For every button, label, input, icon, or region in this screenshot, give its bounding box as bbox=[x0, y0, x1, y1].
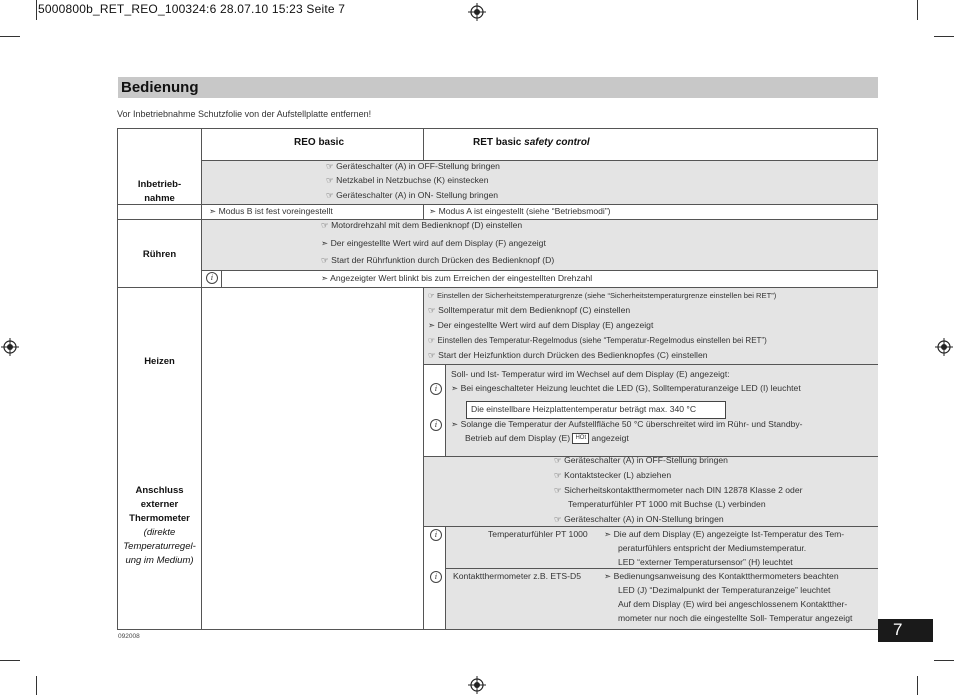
registration-mark-icon bbox=[935, 338, 953, 356]
heizen-step-1: ☞ Einstellen der Sicherheitstemperaturgrenze (siehe “Sicherheitstemperaturgrenze einstellen bei RET”) bbox=[428, 291, 777, 300]
ruehren-info: ➣ Angezeigter Wert blinkt bis zum Erreichen der eingestellten Drehzahl bbox=[321, 273, 593, 283]
heizen-info-led: ➣ Bei eingeschalteter Heizung leuchtet die LED (G), Solltemperaturanzeige LED (I) leuchtet bbox=[451, 383, 801, 393]
grid-line bbox=[118, 204, 878, 205]
info-icon: i bbox=[430, 529, 442, 541]
grid-line bbox=[445, 526, 446, 629]
row-label-anschluss: Anschluss externer Thermometer (direkte Temperaturregel- ung im Medium) bbox=[123, 485, 196, 566]
anschluss-step-1: ☞ Geräteschalter (A) in OFF-Stellung bringen bbox=[554, 455, 728, 465]
heizen-info-hot-2: Betrieb auf dem Display (E) HOt angezeigt bbox=[465, 433, 629, 443]
pt1000-line-2: peraturfühlers entspricht der Mediumstemperatur. bbox=[618, 543, 807, 553]
inbetrieb-step-1: ☞ Geräteschalter (A) in OFF-Stellung bringen bbox=[326, 161, 500, 171]
heizen-step-5: ☞ Start der Heizfunktion durch Drücken des Bedienknopfes (C) einstellen bbox=[428, 350, 708, 360]
ruehren-step-3: ☞ Start der Rührfunktion durch Drücken des Bedienknopf (D) bbox=[321, 255, 555, 265]
document-code: 092008 bbox=[118, 633, 140, 640]
crop-mark bbox=[0, 660, 20, 661]
section-title-bar bbox=[118, 77, 878, 98]
registration-mark-icon bbox=[1, 338, 19, 356]
kt-line-2: LED (J) “Dezimalpunkt der Temperaturanzeige” leuchtet bbox=[618, 585, 831, 595]
intro-note: Vor Inbetriebnahme Schutzfolie von der Aufstellplatte entfernen! bbox=[117, 109, 372, 119]
grid-line bbox=[423, 129, 424, 160]
row-label-ruehren: Rühren bbox=[142, 249, 177, 260]
heizen-step-2: ☞ Solltemperatur mit dem Bedienknopf (C) einstellen bbox=[428, 305, 631, 315]
inbetrieb-step-2: ☞ Netzkabel in Netzbuchse (K) einstecken bbox=[326, 175, 489, 185]
ret-mode-note: ➣ Modus A ist eingestellt (siehe “Betriebsmodi”) bbox=[429, 206, 611, 216]
anschluss-step-3: ☞ Sicherheitskontaktthermometer nach DIN 12878 Klasse 2 oder bbox=[554, 485, 803, 495]
info-icon: i bbox=[430, 419, 442, 431]
ruehren-step-1: ☞ Motordrehzahl mit dem Bedienknopf (D) einstellen bbox=[321, 220, 523, 230]
crop-mark bbox=[917, 0, 918, 20]
column-header-reo: REO basic bbox=[294, 137, 345, 148]
row-label-heizen: Heizen bbox=[144, 356, 175, 367]
grid-line bbox=[221, 270, 222, 287]
kt-line-4: mometer nur noch die eingestellte Soll- Temperatur angezeigt bbox=[618, 613, 853, 623]
reo-mode-note: ➣ Modus B ist fest voreingestellt bbox=[209, 206, 333, 216]
kt-line-3: Auf dem Display (E) wird bei angeschlossenem Kontaktther- bbox=[618, 599, 848, 609]
ruehren-step-2: ➣ Der eingestellte Wert wird auf dem Display (F) angezeigt bbox=[321, 238, 546, 248]
info-icon: i bbox=[430, 383, 442, 395]
registration-mark-icon bbox=[468, 3, 486, 21]
anschluss-step-2: ☞ Kontaktstecker (L) abziehen bbox=[554, 470, 672, 480]
grid-line bbox=[201, 270, 878, 271]
grid-line bbox=[445, 568, 878, 569]
page-number-tab bbox=[878, 619, 933, 642]
pt1000-label: Temperaturfühler PT 1000 bbox=[488, 529, 588, 539]
heizen-info-intro: Soll- und Ist- Temperatur wird im Wechsel auf dem Display (E) angezeigt: bbox=[451, 369, 730, 379]
info-icon: i bbox=[206, 272, 218, 284]
row-label-inbetrieb: Inbetrieb- nahme bbox=[137, 179, 182, 204]
operation-table bbox=[117, 128, 878, 630]
hot-display-symbol: HOt bbox=[572, 433, 589, 444]
page-number: 7 bbox=[893, 620, 903, 639]
file-header: 5000800b_RET_REO_100324:6 28.07.10 15:23 Seite 7 bbox=[38, 2, 346, 16]
grid-line bbox=[201, 160, 878, 161]
anschluss-step-3-cont: Temperaturfühler PT 1000 mit Buchse (L) verbinden bbox=[568, 499, 766, 509]
max-temperature-note: Die einstellbare Heizplattentemperatur beträgt max. 340 °C bbox=[471, 404, 697, 414]
heizen-step-4: ☞ Einstellen des Temperatur-Regelmodus (siehe “Temperatur-Regelmodus einstellen bei RET”) bbox=[428, 336, 767, 345]
grid-line bbox=[118, 287, 878, 288]
grid-line bbox=[423, 204, 424, 219]
pt1000-line-1: ➣ Die auf dem Display (E) angezeigte Ist-Temperatur des Tem- bbox=[604, 529, 845, 539]
heizen-step-3: ➣ Der eingestellte Wert wird auf dem Display (E) angezeigt bbox=[428, 320, 654, 330]
crop-mark bbox=[0, 36, 20, 37]
grid-line bbox=[445, 364, 446, 456]
crop-mark bbox=[36, 0, 37, 20]
crop-mark bbox=[36, 676, 37, 695]
registration-mark-icon bbox=[468, 676, 486, 694]
shade-inbetrieb bbox=[202, 160, 878, 204]
grid-line bbox=[423, 526, 878, 527]
grid-line bbox=[423, 287, 424, 629]
section-title: Bedienung bbox=[121, 79, 199, 96]
heizen-info-hot-1: ➣ Solange die Temperatur der Aufstellfläche 50 °C überschreitet wird im Rühr- und Standby- bbox=[451, 419, 803, 429]
crop-mark bbox=[917, 676, 918, 695]
crop-mark bbox=[934, 660, 954, 661]
inbetrieb-step-3: ☞ Geräteschalter (A) in ON- Stellung bringen bbox=[326, 190, 499, 200]
anschluss-step-4: ☞ Geräteschalter (A) in ON-Stellung bringen bbox=[554, 514, 724, 524]
grid-line bbox=[423, 364, 878, 365]
contact-thermometer-label: Kontaktthermometer z.B. ETS-D5 bbox=[453, 571, 581, 581]
crop-mark bbox=[934, 36, 954, 37]
kt-line-1: ➣ Bedienungsanweisung des Kontaktthermometers beachten bbox=[604, 571, 839, 581]
pt1000-line-3: LED “externer Temperatursensor” (H) leuchtet bbox=[618, 557, 793, 567]
info-icon: i bbox=[430, 571, 442, 583]
column-header-ret: RET basic safety control bbox=[473, 137, 590, 148]
